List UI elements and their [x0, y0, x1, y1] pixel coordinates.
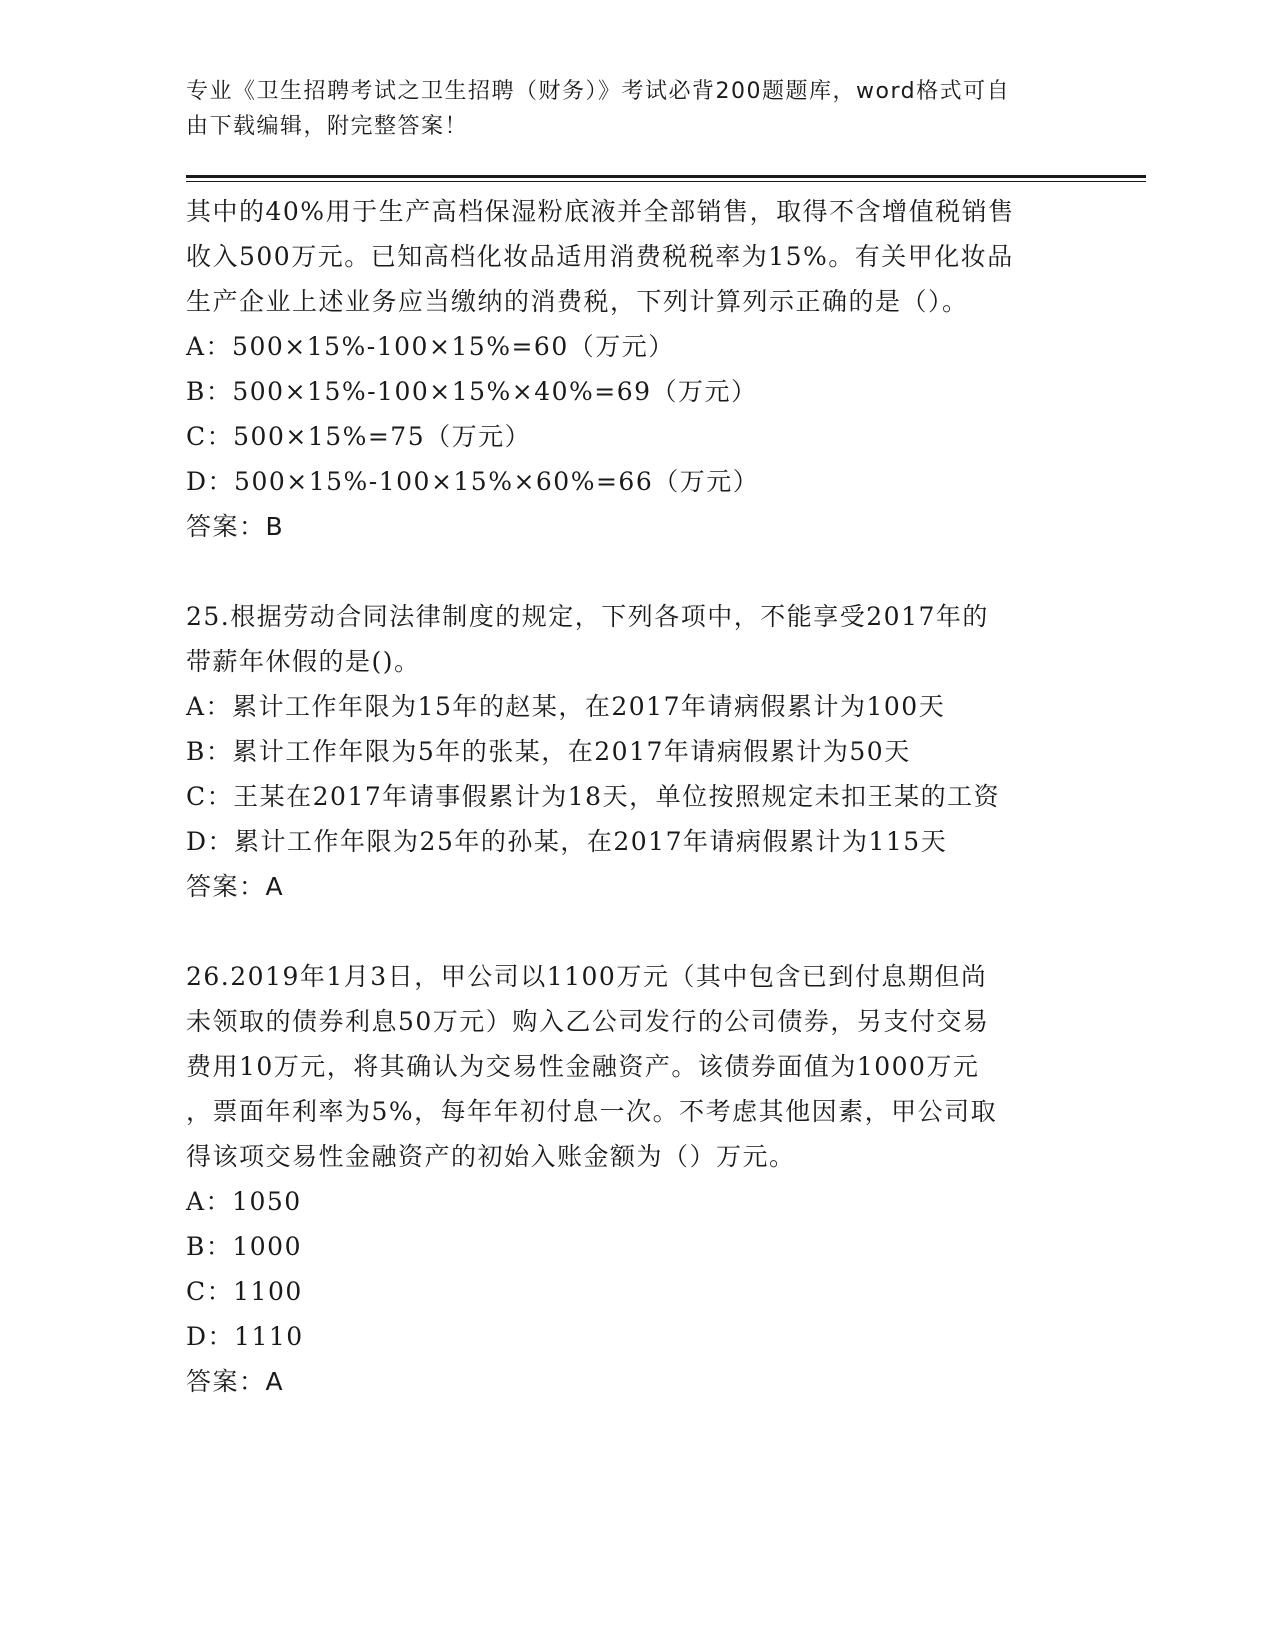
answer-label: 答案：A — [186, 872, 285, 901]
question-stem-line: 带薪年休假的是()。 — [186, 647, 421, 676]
option-b: B：累计工作年限为5年的张某，在2017年请病假累计为50天 — [186, 737, 911, 766]
option-d: D：累计工作年限为25年的孙某，在2017年请病假累计为115天 — [186, 827, 948, 856]
option-c: C：王某在2017年请事假累计为18天，单位按照规定未扣王某的工资 — [186, 782, 1001, 811]
question-26 — [186, 954, 1086, 1404]
document-header — [186, 74, 1066, 144]
spacer — [186, 909, 1086, 954]
header-line-1: 专业《卫生招聘考试之卫生招聘（财务）》考试必背200题题库，word格式可自 — [186, 79, 1011, 104]
answer-label: 答案：A — [186, 1367, 285, 1396]
question-stem-line: 收入500万元。已知高档化妆品适用消费税税率为15%。有关甲化妆品 — [186, 242, 1014, 271]
question-stem-line: 25.根据劳动合同法律制度的规定，下列各项中，不能享受2017年的 — [186, 602, 989, 631]
question-25 — [186, 594, 1086, 909]
option-a: A：500×15%-100×15%=60（万元） — [186, 332, 675, 361]
question-stem-line: ，票面年利率为5%，每年年初付息一次。不考虑其他因素，甲公司取 — [186, 1097, 998, 1126]
question-stem-line: 得该项交易性金融资产的初始入账金额为（）万元。 — [186, 1142, 796, 1171]
option-b: B：1000 — [186, 1232, 302, 1261]
option-c: C：1100 — [186, 1277, 303, 1306]
option-a: A：1050 — [186, 1187, 302, 1216]
option-a: A：累计工作年限为15年的赵某，在2017年请病假累计为100天 — [186, 692, 946, 721]
document-body — [186, 189, 1086, 1404]
option-d: D：500×15%-100×15%×60%=66（万元） — [186, 467, 760, 496]
question-24 — [186, 189, 1086, 549]
header-divider-thin — [186, 181, 1146, 182]
header-line-2: 由下载编辑，附完整答案！ — [186, 114, 469, 139]
answer-label: 答案：B — [186, 512, 285, 541]
question-stem-line: 生产企业上述业务应当缴纳的消费税，下列计算列示正确的是（）。 — [186, 287, 969, 316]
question-stem-line: 26.2019年1月3日，甲公司以1100万元（其中包含已到付息期但尚 — [186, 962, 988, 991]
spacer — [186, 549, 1086, 594]
question-stem-line: 其中的40%用于生产高档保湿粉底液并全部销售，取得不含增值税销售 — [186, 197, 1015, 226]
option-d: D：1110 — [186, 1322, 304, 1351]
question-stem-line: 未领取的债券利息50万元）购入乙公司发行的公司债券，另支付交易 — [186, 1007, 990, 1036]
header-divider-thick — [186, 175, 1146, 178]
option-b: B：500×15%-100×15%×40%=69（万元） — [186, 377, 758, 406]
option-c: C：500×15%=75（万元） — [186, 422, 532, 451]
question-stem-line: 费用10万元，将其确认为交易性金融资产。该债券面值为1000万元 — [186, 1052, 980, 1081]
